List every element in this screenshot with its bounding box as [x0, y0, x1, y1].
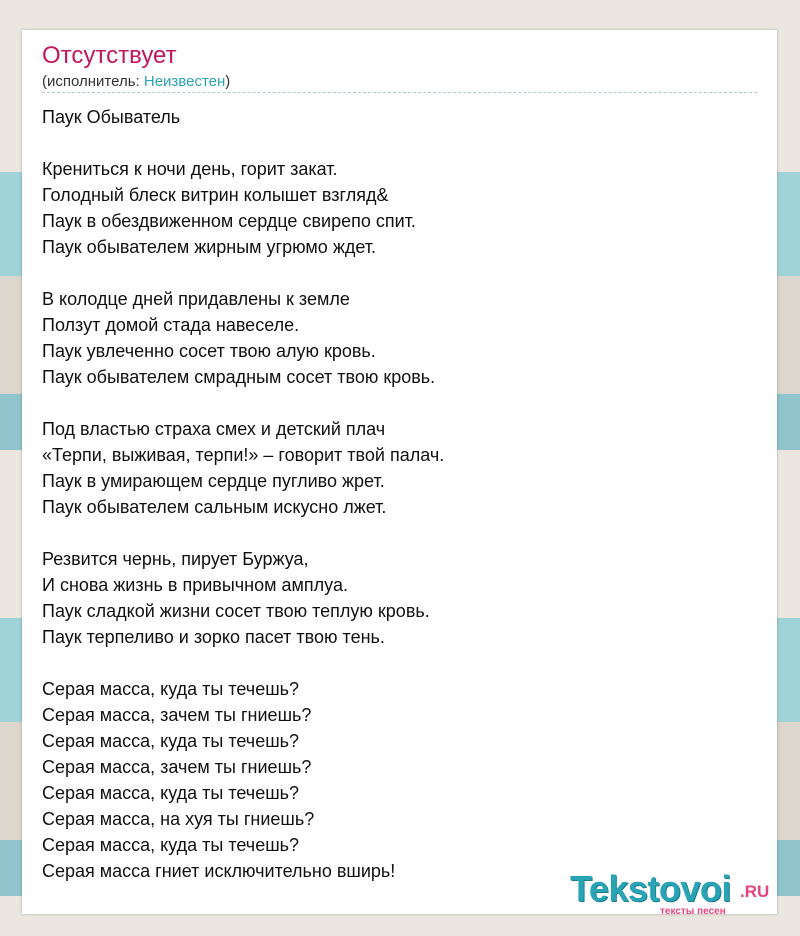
artist-prefix: (исполнитель: — [42, 73, 144, 90]
lyric-line — [42, 520, 757, 546]
lyric-line: Серая масса гниет исключительно вширь! — [42, 861, 396, 881]
lyric-line: Паук Обыватель — [42, 107, 181, 127]
dashed-divider — [42, 92, 757, 93]
lyric-line — [42, 390, 757, 416]
logo-tld: .RU — [740, 882, 770, 901]
artist-suffix: ) — [225, 73, 231, 90]
tekstovoi-logo[interactable] — [570, 868, 775, 916]
lyric-line: «Терпи, выживая, терпи!» – говорит твой палач. — [42, 445, 445, 465]
lyric-line: В колодце дней придавлены к земле — [42, 289, 350, 309]
lyric-line: Резвится чернь, пирует Буржуа, — [42, 549, 309, 569]
lyric-line: Серая масса, куда ты течешь? — [42, 835, 300, 855]
lyric-line: Паук обывателем жирным угрюмо ждет. — [42, 237, 377, 257]
lyric-line: Серая масса, куда ты течешь? — [42, 783, 300, 803]
lyric-line: Голодный блеск витрин колышет взгляд& — [42, 185, 389, 205]
lyric-line: Паук обывателем смрадным сосет твою кровь. — [42, 367, 436, 387]
artist-line — [42, 73, 230, 90]
lyric-line: Серая масса, зачем ты гниешь? — [42, 757, 312, 777]
lyric-line: Паук в умирающем сердце пугливо жрет. — [42, 471, 385, 491]
logo-wordmark: Tekstovoi — [570, 868, 731, 909]
lyrics-card — [22, 30, 777, 917]
artist-link[interactable]: Неизвестен — [143, 73, 226, 90]
lyric-line: Серая масса, на хуя ты гниешь? — [42, 809, 315, 829]
lyric-line: Крениться к ночи день, горит закат. — [42, 159, 338, 179]
lyric-line — [42, 260, 757, 286]
lyric-line: Серая масса, зачем ты гниешь? — [42, 705, 312, 725]
lyric-line: Паук в обездвиженном сердце свирепо спит. — [42, 211, 416, 231]
lyric-line: Паук обывателем сальным искусно лжет. — [42, 497, 387, 517]
lyric-line: Серая масса, куда ты течешь? — [42, 731, 300, 751]
lyric-line: Паук терпеливо и зорко пасет твою тень. — [42, 627, 385, 647]
lyric-line: Паук увлеченно сосет твою алую кровь. — [42, 341, 376, 361]
lyric-line: И снова жизнь в привычном амплуа. — [42, 575, 348, 595]
lyric-line: Серая масса, куда ты течешь? — [42, 679, 300, 699]
lyric-line — [42, 650, 757, 676]
lyric-line: Паук сладкой жизни сосет твою теплую кровь. — [42, 601, 430, 621]
song-title: Отсутствует — [42, 42, 177, 69]
lyric-line: Ползут домой стада навеселе. — [42, 315, 300, 335]
lyrics-text — [42, 104, 757, 884]
lyric-line — [42, 130, 757, 156]
logo-tagline: тексты песен — [660, 906, 726, 917]
lyric-line: Под властью страха смех и детский плач — [42, 419, 386, 439]
